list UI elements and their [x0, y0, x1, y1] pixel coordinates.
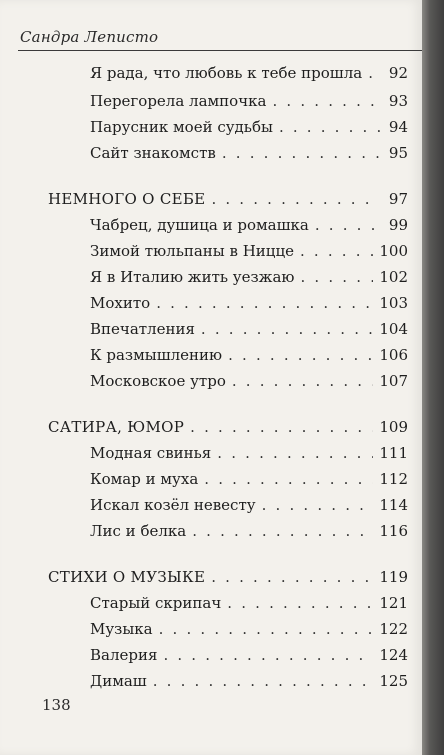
toc-entry-title: Сайт знакомств	[90, 144, 216, 162]
dot-leader	[300, 242, 373, 260]
toc-entry-title: Искал козёл невесту	[90, 496, 256, 514]
toc-entry-title: Я в Италию жить уезжаю	[90, 268, 295, 286]
dot-leader	[163, 646, 373, 664]
toc-entry	[90, 496, 408, 514]
dot-leader	[301, 268, 374, 286]
toc-section	[48, 418, 408, 436]
toc-entry	[90, 92, 408, 110]
dot-leader	[156, 294, 373, 312]
dot-leader	[262, 496, 374, 514]
toc-entry	[90, 372, 408, 390]
dot-leader	[279, 118, 380, 136]
toc-entry-page: 121	[379, 594, 408, 612]
toc-entry-page: 114	[379, 496, 408, 514]
toc-entry	[90, 118, 408, 136]
toc-entry	[90, 320, 408, 338]
dot-leader	[217, 444, 373, 462]
toc-section-title: САТИРА, ЮМОР	[48, 418, 185, 436]
toc-entry-page: 124	[379, 646, 408, 664]
toc-entry	[90, 620, 408, 638]
dot-leader	[228, 346, 373, 364]
toc-section-page: 119	[379, 568, 408, 586]
book-spine-shadow	[422, 0, 444, 755]
toc-entry-page: 116	[379, 522, 408, 540]
dot-leader	[232, 372, 374, 390]
dot-leader	[159, 620, 374, 638]
toc-entry-title: Димаш	[90, 672, 147, 690]
toc-entry-title: Лис и белка	[90, 522, 187, 540]
toc-section	[48, 190, 408, 208]
toc-entry-title: Перегорела лампочка	[90, 92, 267, 110]
toc-entry	[90, 64, 408, 82]
toc-entry	[90, 522, 408, 540]
dot-leader	[201, 320, 373, 338]
dot-leader	[315, 216, 380, 234]
page-number: 138	[42, 696, 71, 714]
toc-entry-page: 107	[379, 372, 408, 390]
toc-entry-page: 92	[388, 64, 408, 82]
toc-entry-title: Модная свинья	[90, 444, 212, 462]
dot-leader	[153, 672, 374, 690]
toc-entry	[90, 346, 408, 364]
toc-entry-title: К размышлению	[90, 346, 223, 364]
toc-entry	[90, 216, 408, 234]
toc-entry	[90, 444, 408, 462]
toc-section-title: СТИХИ О МУЗЫКЕ	[48, 568, 206, 586]
toc-entry-page: 94	[388, 118, 408, 136]
toc-section	[48, 568, 408, 586]
toc-entry-page: 99	[388, 216, 408, 234]
dot-leader	[204, 470, 373, 488]
toc-entry-title: Московское утро	[90, 372, 226, 390]
toc-entry-page: 111	[379, 444, 408, 462]
toc-entry	[90, 268, 408, 286]
toc-entry-title: Зимой тюльпаны в Ницце	[90, 242, 294, 260]
dot-leader	[368, 64, 380, 82]
toc-entry-page: 125	[379, 672, 408, 690]
dot-leader	[211, 190, 380, 208]
toc-entry-page: 112	[379, 470, 408, 488]
dot-leader	[272, 92, 380, 110]
toc-entry	[90, 294, 408, 312]
toc-entry-page: 103	[379, 294, 408, 312]
toc-entry-title: Музыка	[90, 620, 153, 638]
toc-entry-page: 106	[379, 346, 408, 364]
dot-leader	[190, 418, 373, 436]
toc-entry-page: 93	[388, 92, 408, 110]
toc-entry	[90, 144, 408, 162]
toc-section-page: 97	[388, 190, 408, 208]
toc-entry-title: Я рада, что любовь к тебе прошла	[90, 64, 363, 82]
toc-entry	[90, 646, 408, 664]
toc-section-page: 109	[379, 418, 408, 436]
dot-leader	[192, 522, 373, 540]
toc-entry-title: Комар и муха	[90, 470, 199, 488]
toc-entry-page: 104	[379, 320, 408, 338]
toc-entry-page: 122	[379, 620, 408, 638]
toc-entry	[90, 594, 408, 612]
dot-leader	[227, 594, 373, 612]
toc-section-title: НЕМНОГО О СЕБЕ	[48, 190, 206, 208]
toc-entry-page: 95	[388, 144, 408, 162]
toc-entry-title: Чабрец, душица и ромашка	[90, 216, 309, 234]
toc-entry-title: Старый скрипач	[90, 594, 222, 612]
toc-entry	[90, 242, 408, 260]
dot-leader	[211, 568, 373, 586]
toc-entry	[90, 470, 408, 488]
toc-entry-title: Мохито	[90, 294, 151, 312]
dot-leader	[222, 144, 380, 162]
toc-entry-title: Парусник моей судьбы	[90, 118, 273, 136]
toc-entry	[90, 672, 408, 690]
running-head: Сандра Леписто	[20, 28, 159, 46]
toc-entry-page: 102	[379, 268, 408, 286]
toc-entry-title: Валерия	[90, 646, 158, 664]
toc-entry-title: Впечатления	[90, 320, 195, 338]
toc-entry-page: 100	[379, 242, 408, 260]
